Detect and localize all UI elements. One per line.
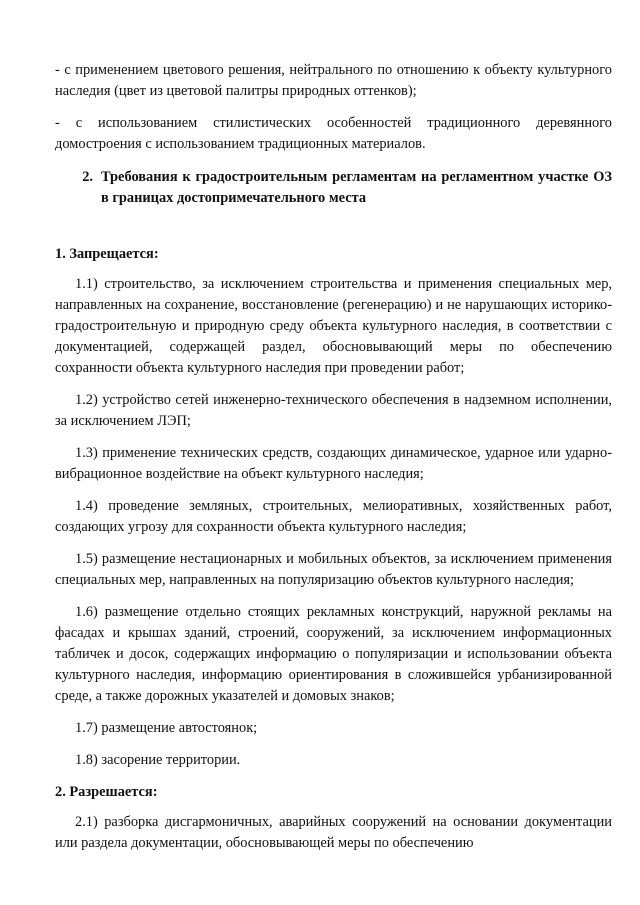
section-title: Требования к градостроительным регламентам на регламентном участке ОЗ в границах достопримечательного места	[101, 169, 612, 206]
prohibited-item-1-5: 1.5) размещение нестационарных и мобильных объектов, за исключением применения специальных мер, направленных на популяризацию объектов культурного наследия;	[55, 551, 612, 588]
allowed-heading: 2. Разрешается:	[55, 784, 158, 800]
prohibited-item-1-6: 1.6) размещение отдельно стоящих рекламных конструкций, наружной рекламы на фасадах и крышах зданий, строений, сооружений, за исключением информационных табличек и досок, содержащих информацию о популяризации и использовании объекта культурного наследия, информацию ориентирования в сложившейся урбанизированной среде, а также дорожных указателей и домовых знаков;	[55, 604, 612, 704]
prohibited-item-1-4: 1.4) проведение земляных, строительных, мелиоративных, хозяйственных работ, создающих угрозу для сохранности объекта культурного наследия;	[55, 498, 612, 535]
prohibited-item-1-8: 1.8) засорение территории.	[75, 752, 241, 768]
document-page	[55, 60, 612, 865]
prohibited-heading: 1. Запрещается:	[55, 246, 159, 262]
bullet-paragraph-2: - с использованием стилистических особенностей традиционного деревянного домостроения с использованием традиционных материалов.	[55, 115, 612, 152]
prohibited-item-1-2: 1.2) устройство сетей инженерно-технического обеспечения в надземном исполнении, за исключением ЛЭП;	[55, 392, 612, 429]
section-number: 2.	[82, 169, 93, 185]
bullet-paragraph-1: - с применением цветового решения, нейтрального по отношению к объекту культурного наследия (цвет из цветовой палитры природных оттенков);	[55, 62, 612, 99]
prohibited-item-1-3: 1.3) применение технических средств, создающих динамическое, ударное или ударно-вибрационное воздействие на объект культурного наследия;	[55, 445, 612, 482]
prohibited-item-1-7: 1.7) размещение автостоянок;	[75, 720, 258, 736]
prohibited-item-1-1: 1.1) строительство, за исключением строительства и применения специальных мер, направленных на сохранение, восстановление (регенерацию) и не нарушающих историко-градостроительную и природную среду объекта культурного наследия, в соответствии с документацией, содержащей раздел, обосновывающий меры по обеспечению сохранности объекта культурного наследия при проведении работ;	[55, 276, 612, 376]
section-heading	[55, 167, 612, 209]
allowed-item-2-1: 2.1) разборка дисгармоничных, аварийных сооружений на основании документации или раздела документации, обосновывающей меры по обеспечению	[55, 814, 612, 851]
